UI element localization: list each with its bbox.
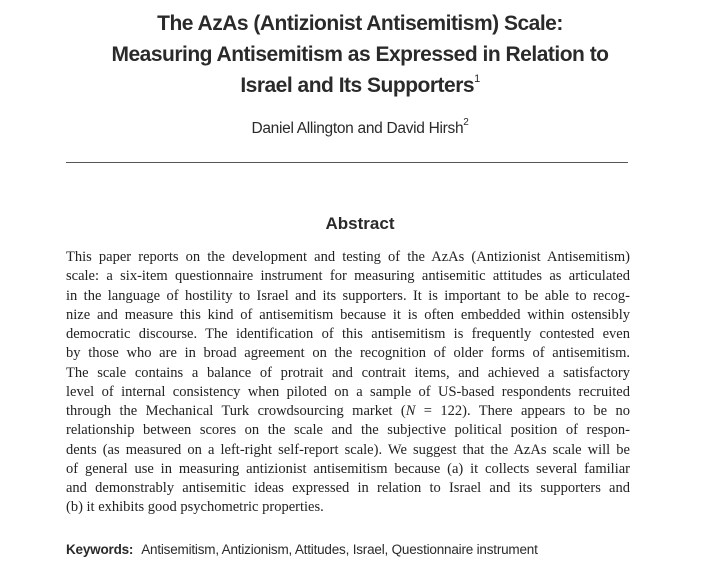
- title-footnote-marker[interactable]: 1: [474, 73, 480, 85]
- abstract-line: This paper reports on the development and testing of the AzAs (Antizionist Antisemitism): [66, 249, 630, 265]
- abstract-line: of general use in measuring antizionist antisemitism because (a) it collects several familiar: [66, 460, 630, 477]
- abstract-line-part: = 122). There appears to be no: [415, 403, 631, 419]
- title-divider: [66, 162, 628, 163]
- abstract-line: level of internal consistency when piloted on a sample of US-based respondents recruited: [66, 383, 630, 400]
- author-names: Daniel Allington and David Hirsh: [251, 120, 464, 137]
- abstract-line: [66, 402, 630, 421]
- abstract-line: in the language of hostility to Israel and its supporters. It is important to be able to recog-: [66, 287, 630, 304]
- keywords-list: Antisemitism, Antizionism, Attitudes, Israel, Questionnaire instrument: [141, 542, 538, 557]
- paper-title: [60, 8, 660, 101]
- sample-size-symbol: N: [405, 403, 416, 419]
- abstract-line: scale: a six-item questionnaire instrument for measuring antisemitic attitudes as articulated: [66, 268, 630, 285]
- abstract-line: dents (as measured on a left-right self-report scale). We suggest that the AzAs scale will be: [66, 441, 630, 458]
- abstract-line: democratic discourse. The identification of this antisemitism is frequently contested even: [66, 326, 630, 342]
- paper-authors: [60, 116, 660, 138]
- title-line-3-text: Israel and Its Supporters: [240, 74, 475, 97]
- title-line-3: [60, 70, 660, 101]
- keywords-label: Keywords:: [66, 542, 134, 557]
- abstract-body: [66, 248, 630, 518]
- author-footnote-marker[interactable]: 2: [463, 116, 469, 128]
- abstract-line: The scale contains a balance of protrait and contrait items, and achieved a satisfactory: [66, 364, 630, 381]
- abstract-heading: Abstract: [325, 214, 395, 233]
- abstract-line-part: through the Mechanical Turk crowdsourcing market (: [66, 403, 406, 419]
- abstract-line: and demonstrably antisemitic ideas expressed in relation to Israel and its supporters and: [66, 480, 630, 496]
- abstract-line: (b) it exhibits good psychometric properties.: [66, 499, 324, 516]
- abstract-line: nize and measure this kind of antisemitism because it is often embedded within ostensibly: [66, 306, 630, 323]
- title-line-1: The AzAs (Antizionist Antisemitism) Scale:: [157, 12, 563, 35]
- abstract-line: by those who are in broad agreement on the recognition of older forms of antisemitism.: [66, 345, 630, 362]
- keywords-section: [66, 542, 646, 557]
- title-line-2: Measuring Antisemitism as Expressed in Relation to: [111, 43, 609, 66]
- abstract-line: relationship between scores on the scale and the subjective political position of respon-: [66, 422, 630, 439]
